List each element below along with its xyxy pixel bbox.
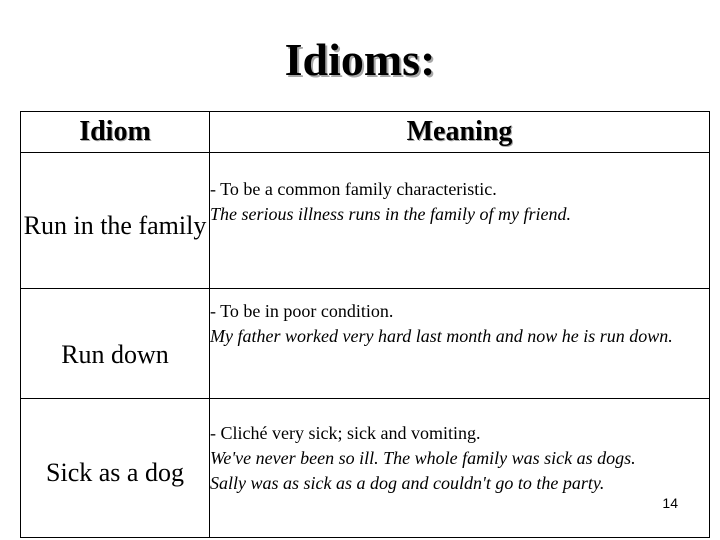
page-number: 14 <box>662 495 678 511</box>
table-row <box>21 399 710 538</box>
idiom-text: Run in the family <box>23 211 207 240</box>
slide-title: Idioms: <box>284 34 436 85</box>
example-text: Sally was as sick as a dog and couldn't go to the party. <box>210 473 605 493</box>
definition-text: - Cliché very sick; sick and vomiting. <box>210 423 481 443</box>
idioms-table <box>20 111 710 538</box>
column-header-meaning: Meaning <box>210 112 710 153</box>
definition-text: - To be a common family characteristic. <box>210 179 497 199</box>
idiom-cell <box>21 399 210 538</box>
meaning-cell <box>210 153 710 289</box>
idiom-text: Sick as a dog <box>46 457 184 487</box>
example-text: We've never been so ill. The whole family was sick as dogs. <box>210 448 636 468</box>
example-text: The serious illness runs in the family of my friend. <box>210 204 571 224</box>
example-text: My father worked very hard last month and now he is run down. <box>210 326 673 346</box>
idiom-text: Run down <box>61 340 169 369</box>
column-header-idiom: Idiom <box>21 112 210 153</box>
meaning-cell <box>210 289 710 399</box>
idiom-cell <box>21 153 210 289</box>
idiom-cell <box>21 289 210 399</box>
meaning-cell <box>210 399 710 538</box>
table-header-row <box>21 112 710 153</box>
table-row <box>21 153 710 289</box>
table-row <box>21 289 710 399</box>
definition-text: - To be in poor condition. <box>210 301 394 321</box>
